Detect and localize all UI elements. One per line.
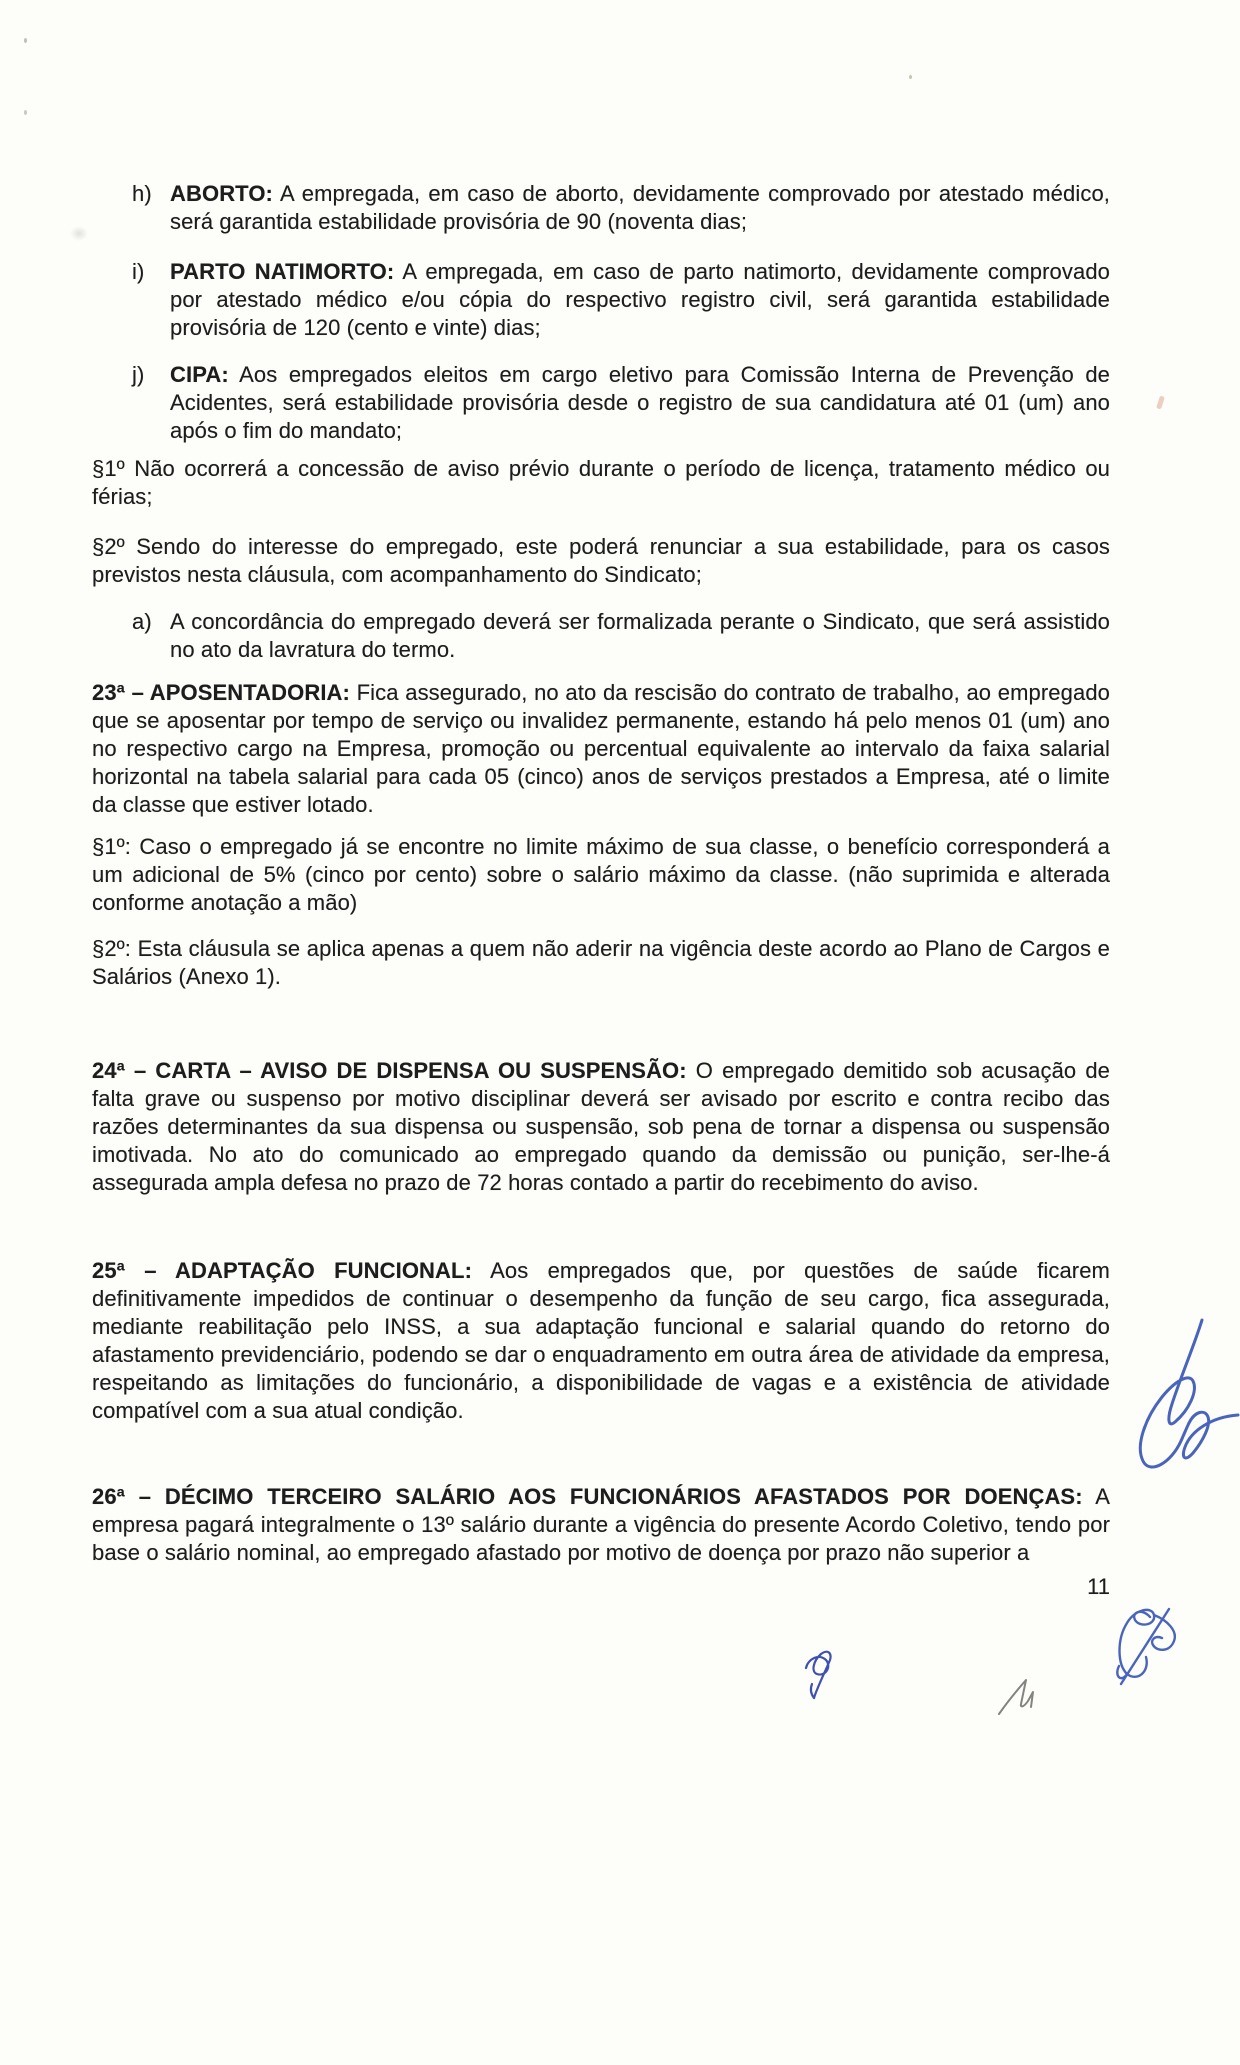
list-item-j — [132, 361, 1110, 445]
clause-23-paragraph-1-text: §1º: Caso o empregado já se encontre no limite máximo de sua classe, o benefício corresponderá a um adicional de 5% (cinco por cento) sobre o salário máximo da classe. (não suprimida e alterada conforme anotação a mão) — [92, 834, 1110, 915]
clause-23-heading: 23ª – APOSENTADORIA: — [92, 680, 350, 705]
list-item-i-body: A empregada, em caso de parto natimorto, devidamente comprovado por atestado médico e/ou cópia do respectivo registro civil, será garantida estabilidade provisória de 120 (cento e vinte) dias; — [170, 259, 1110, 340]
list-item-h — [132, 180, 1110, 236]
paragraph-s1 — [92, 455, 1110, 511]
list-item-h-body: A empregada, em caso de aborto, devidamente comprovado por atestado médico, será garantida estabilidade provisória de 90 (noventa dias; — [170, 181, 1110, 234]
term-aborto: ABORTO: — [170, 181, 273, 206]
clause-25-body: Aos empregados que, por questões de saúde ficarem definitivamente impedidos de continuar o desempenho da função de seu cargo, fica assegurada, mediante reabilitação pelo INSS, a sua adaptação funcional e salarial quando do retorno do afastamento previdenciário, podendo se dar o enquadramento em outra área de atividade da empresa, respeitando as limitações do funcionário, a disponibilidade de vagas e a existência de atividade compatível com a sua atual condição. — [92, 1258, 1110, 1423]
list-item-j-text — [170, 361, 1110, 445]
scan-speck — [24, 38, 27, 43]
clause-24-body: O empregado demitido sob acusação de falta grave ou suspenso por motivo disciplinar deverá ser avisado por escrito e contra recibo das razões determinantes da sua dispensa ou suspensão, sob pena de tornar a dispensa ou suspensão imotivada. No ato do comunicado ao empregado quando da demissão ou punição, ser-lhe-á assegurada ampla defesa no prazo de 72 horas contado a partir do recebimento do aviso. — [92, 1058, 1110, 1195]
clause-23-paragraph-2 — [92, 935, 1110, 991]
list-item-a-text — [170, 608, 1110, 664]
list-marker-a: a) — [132, 609, 152, 634]
clause-25 — [92, 1257, 1110, 1425]
list-marker-j: j) — [132, 362, 145, 387]
term-cipa: CIPA: — [170, 362, 229, 387]
list-item-j-body: Aos empregados eleitos em cargo eletivo para Comissão Interna de Prevenção de Acidentes, será estabilidade provisória desde o registro de sua candidatura até 01 (um) ano após o fim do mandato; — [170, 362, 1110, 443]
list-item-i — [132, 258, 1110, 342]
scan-speck — [24, 110, 27, 115]
clause-26 — [92, 1483, 1110, 1567]
paragraph-s2 — [92, 533, 1110, 589]
list-marker-i: i) — [132, 259, 145, 284]
paragraph-s1-text: §1º Não ocorrerá a concessão de aviso prévio durante o período de licença, tratamento médico ou férias; — [92, 456, 1110, 509]
scan-speck-red — [1156, 396, 1165, 410]
check-mark-ink — [996, 1676, 1046, 1716]
clause-23-paragraph-2-text: §2º: Esta cláusula se aplica apenas a quem não aderir na vigência deste acordo ao Plano de Cargos e Salários (Anexo 1). — [92, 936, 1110, 989]
paragraph-s2-text: §2º Sendo do interesse do empregado, este poderá renunciar a sua estabilidade, para os casos previstos nesta cláusula, com acompanhamento do Sindicato; — [92, 534, 1110, 587]
list-item-a-body: A concordância do empregado deverá ser formalizada perante o Sindicato, que será assistido no ato da lavratura do termo. — [170, 609, 1110, 662]
clause-26-heading: 26ª – DÉCIMO TERCEIRO SALÁRIO AOS FUNCIONÁRIOS AFASTADOS POR DOENÇAS: — [92, 1484, 1083, 1509]
list-item-h-text — [170, 180, 1110, 236]
clause-23-body: Fica assegurado, no ato da rescisão do contrato de trabalho, ao empregado que se aposentar por tempo de serviço ou invalidez permanente, estando há pelo menos 01 (um) ano no respectivo cargo na Empresa, promoção ou percentual equivalente ao intervalo da faixa salarial horizontal na tabela salarial para cada 05 (cinco) anos de serviços prestados a Empresa, até o limite da classe que estiver lotado. — [92, 680, 1110, 817]
scan-speck — [909, 75, 912, 79]
clause-26-body: A empresa pagará integralmente o 13º salário durante a vigência do presente Acordo Coletivo, tendo por base o salário nominal, ao empregado afastado por motivo de doença por prazo não superior a — [92, 1484, 1110, 1565]
initials-right-ink — [1110, 1606, 1184, 1690]
list-item-a — [132, 608, 1110, 664]
clause-23-paragraph-1 — [92, 833, 1110, 917]
list-item-i-text — [170, 258, 1110, 342]
initials-left-ink — [801, 1648, 843, 1700]
clause-24-heading: 24ª – CARTA – AVISO DE DISPENSA OU SUSPENSÃO: — [92, 1058, 687, 1083]
list-marker-h: h) — [132, 181, 152, 206]
clause-25-heading: 25ª – ADAPTAÇÃO FUNCIONAL: — [92, 1258, 472, 1283]
margin-signature-ink — [1114, 1316, 1240, 1530]
page-number: 11 — [1087, 1574, 1110, 1599]
clause-24 — [92, 1057, 1110, 1197]
term-parto-natimorto: PARTO NATIMORTO: — [170, 259, 395, 284]
scan-smudge — [70, 226, 88, 241]
clause-23 — [92, 679, 1110, 819]
